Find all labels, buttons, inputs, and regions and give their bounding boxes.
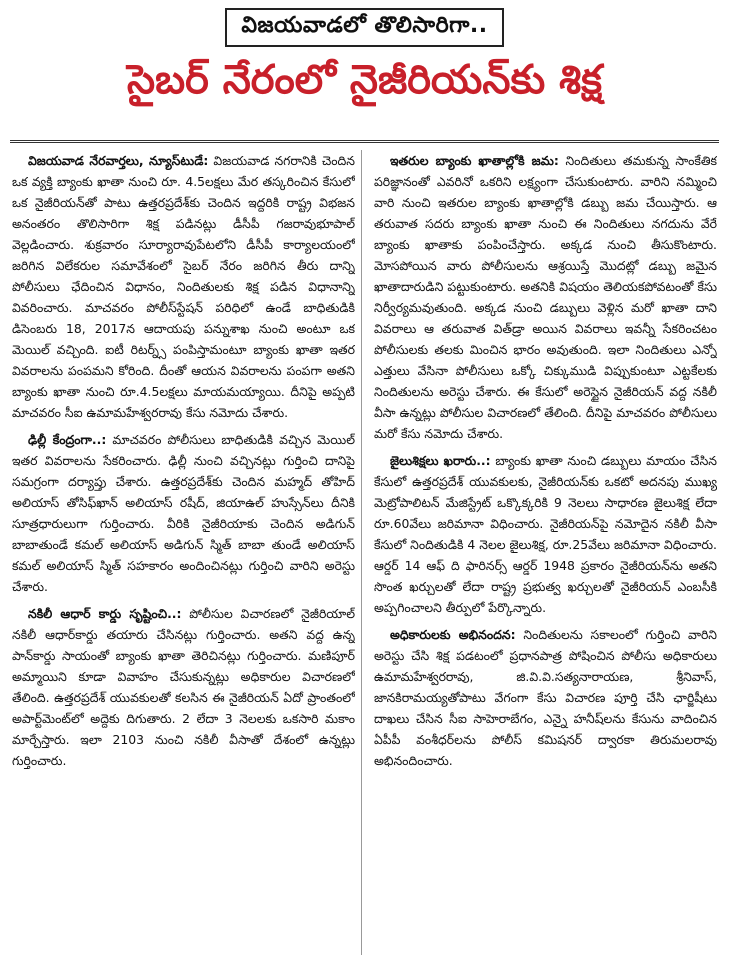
- paragraph-text: నిందితులను సకాలంలో గుర్తించి వారిని అరెస్టు చేసి శిక్ష పడటంలో ప్రధానపాత్ర పోషించిన పోలీసు అధికారులు ఉమామహేశ్వరరావు, జి.వి.వి.సత్యనారాయణ, శ్రీనివాస్, జానకిరామయ్యతోపాటు వేగంగా కేసు విచారణ పూర్తి చేసి ఛార్జిషీటు దాఖలు చేసిన సీఐ సాహెరాబేగం, ఎన్నై హనీష్‌లను కేసును వాదించిన ఏపీపీ వంశీధర్‌లను పోలీస్ కమిషనర్ ద్వారకా తిరుమలరావు అభినందించారు.: [374, 627, 717, 768]
- headline: సైబర్ నేరంలో నైజీరియన్‌కు శిక్ష: [127, 57, 602, 103]
- headline-rule: [10, 140, 719, 143]
- paragraph-subhead: అధికారులకు అభినందన:: [390, 627, 516, 642]
- paragraph-text: బ్యాంకు ఖాతా నుంచి డబ్బులు మాయం చేసిన కేసులో ఉత్తరప్రదేశ్ యువకులకు, నైజీరియన్‌కు ఒకటో అదనపు ముఖ్య మెట్రోపాలిటన్ మేజిస్ట్రేట్ ఒక్కొక్కరికి 9 నెలలు సాధారణ జైలుశిక్ష లేదా రూ.60వేలు జరిమానా విధించారు. నైజీరియన్‌పై నమోదైన నకిలీ వీసా కేసులో నిందితుడికి 4 నెలల జైలుశిక్ష, రూ.25వేలు జరిమానా విధించారు. ఆర్డర్ 14 ఆఫ్ ది ఫారినర్స్ ఆర్డర్ 1948 ప్రకారం నైజీరియన్‌ను అతని సొంత ఖర్చులతో లేదా రాష్ట్ర ప్రభుత్వ ఖర్చులతో నైజీరియన్ ఎంబసీకి అప్పగించాలని తీర్పులో పేర్కొన్నారు.: [374, 453, 717, 615]
- article-paragraph: [12, 603, 355, 771]
- kicker: విజయవాడలో తొలిసారిగా..: [225, 8, 503, 47]
- paragraph-text: విజయవాడ నగరానికి చెందిన ఒక వ్యక్తి బ్యాంకు ఖాతా నుంచి రూ. 4.5లక్షలు మేర తస్కరించిన కేసులో ఒక నైజీరియన్‌తో పాటు ఉత్తరప్రదేశ్‌కు చెందిన ఇద్దరికి రాష్ట్ర విభజన అనంతరం తొలిసారిగా శిక్ష పడినట్లు డీసీపీ గజరావుభూపాల్ వెల్లడించారు. శుక్రవారం సూర్యారావుపేటలోని డీసీపీ కార్యాలయంలో జరిగిన విలేకరుల సమావేశంలో సైబర్ నేరం జరిగిన తీరు దాన్ని పోలీసులు ఛేదించిన విధానం, నిందితులకు శిక్ష పడిన విధానాన్ని వివరించారు. మాచవరం పోలీస్‌స్టేషన్ పరిధిలో ఉండే బాధితుడికి డిసెంబరు 18, 2017న ఆదాయపు పన్నుశాఖ నుంచి అంటూ ఒక మెయిల్ వచ్చింది. ఐటీ రిటర్న్స్ పంపిస్తామంటూ బ్యాంకు ఖాతా ఇతర వివరాలను పంపమని కోరింది. దీంతో ఆయన వివరాలను పంపగా అతని బ్యాంకు ఖాతా నుంచి రూ.4.5లక్షలు మాయమయ్యాయి. దీనిపై అప్పటి మాచవరం సీఐ ఉమామహేశ్వరరావు కేసు నమోదు చేశారు.: [12, 153, 355, 420]
- column-divider: [361, 150, 362, 955]
- right-column: [374, 150, 717, 962]
- article-paragraph: [374, 150, 717, 444]
- article-paragraph: [374, 624, 717, 771]
- kicker-box: [0, 8, 729, 47]
- paragraph-subhead: జైలుశిక్షలు ఖరారు..:: [390, 453, 491, 468]
- paragraph-text: పోలీసుల విచారణలో నైజీరియాల్ నకిలీ ఆధార్‌కార్డు తయారు చేసినట్లు గుర్తించారు. అతని వద్ద ఉన్న పాన్‌కార్డు సాయంతో బ్యాంకు ఖాతా తెరిచినట్లు గుర్తించారు. మణిపూర్ అమ్మాయిని కూడా వివాహం చేసుకున్నట్లు అధికారుల విచారణలో తేలింది. ఉత్తరప్రదేశ్ యువకులతో కలసిన ఈ నైజీరియన్ ఏదో ప్రాంతంలో అపార్ట్‌మెంట్‌లో అద్దెకు దిగుతారు. 2 లేదా 3 నెలలకు ఒకసారి మకాం మార్చేస్తారు. ఇలా 2103 నుంచి నకిలీ వీసాతో దేశంలో ఉన్నట్లు గుర్తించారు.: [12, 606, 355, 768]
- paragraph-subhead: ఢిల్లీ కేంద్రంగా..:: [28, 432, 107, 447]
- paragraph-subhead: నకిలీ ఆధార్ కార్డు సృష్టించి..:: [28, 606, 182, 621]
- paragraph-subhead: విజయవాడ నేరవార్తలు, న్యూస్‌టుడే:: [28, 153, 209, 168]
- paragraph-subhead: ఇతరుల బ్యాంకు ఖాతాల్లోకి జమ:: [390, 153, 559, 168]
- article-paragraph: [12, 429, 355, 597]
- paragraph-text: మాచవరం పోలీసులు బాధితుడికి వచ్చిన మెయిల్ ఇతర వివరాలను సేకరించారు. ఢిల్లీ నుంచి వచ్చినట్లు గుర్తించి దానిపై సమగ్రంగా దర్యాప్తు చేశారు. ఉత్తరప్రదేశ్‌కు చెందిన మహ్మద్ తోహిద్ అలియాస్ తోసిఫ్‌ఖాన్ అలియాస్ రషీద్, జియాఉల్ హుస్సేన్‌లు దీనికి సూత్రధారులుగా గుర్తించారు. వీరికి నైజీరియాకు చెందిన అడిగున్ బాబాతుండే కమల్ అలియాస్ అడిగున్ స్మిత్ బాబా తుండే అలియాస్ కమల్ అలియాస్ స్మిత్ సహకారం అందించినట్లు గుర్తించి వారిని అరెస్టు చేశారు.: [12, 432, 355, 594]
- left-column: [12, 150, 355, 962]
- article-paragraph: [374, 450, 717, 618]
- article-paragraph: [12, 150, 355, 423]
- paragraph-text: నిందితులు తమకున్న సాంకేతిక పరిజ్ఞానంతో ఎవరినో ఒకరిని లక్ష్యంగా చేసుకుంటారు. వారిని నమ్మించి వారి నుంచి ఇతరుల బ్యాంకు ఖాతాల్లోకి డబ్బు జమ చేయిస్తారు. ఆ తరువాత సదరు బ్యాంకు ఖాతా నుంచి ఈ నిందితులు నగదును వేరే బ్యాంకు ఖాతాకు పంపించేస్తారు. అక్కడ నుంచి తీసుకొంటారు. మోసపోయిన వారు పోలీసులను ఆశ్రయిస్తే మొదట్లో డబ్బు జమైన ఖాతాదారుడిని పట్టుకుంటారు. అతనికి విషయం తెలియకపోవటంతో కేసు నిర్వీర్యమవుతుంది. అక్కడ నుంచి డబ్బులు వెళ్లిన మరో ఖాతా దాని వివరాలు ఆ తరువాత విత్‌డ్రా అయిన వివరాలు ఇవన్నీ సేకరించటం పోలీసులకు తలకు మించిన భారం అవుతుంది. ఇలా నిందితులు ఎన్నో ఎత్తులు వేసినా పోలీసులు ఒక్కో చిక్కుముడి విప్పుకుంటూ ఎట్టకేలకు నిందితులను అరెస్టు చేశారు. ఈ కేసులో అరెస్టైన నైజీరియన్ వద్ద నకిలీ వీసా ఉన్నట్లు పోలీసుల విచారణలో తేలింది. దీనిపై మాచవరం పోలీసులు మరో కేసు నమోదు చేశారు.: [374, 153, 717, 441]
